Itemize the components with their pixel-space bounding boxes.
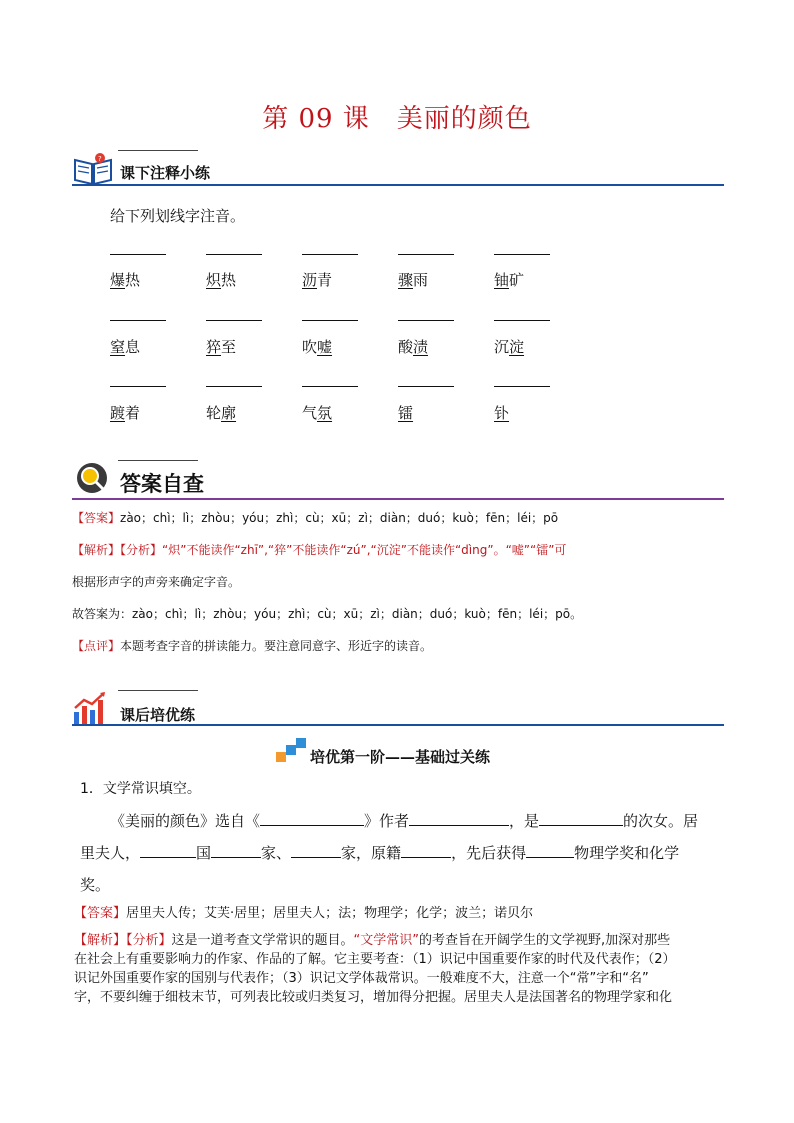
question-line-3: 奖。: [80, 876, 111, 894]
word-item: 踱着: [110, 404, 141, 422]
pinyin-blank[interactable]: [110, 254, 166, 255]
word-item: 沉淀: [494, 338, 525, 356]
pinyin-blank[interactable]: [398, 320, 454, 321]
pinyin-blank[interactable]: [494, 320, 550, 321]
blank-author[interactable]: [409, 811, 509, 826]
section-header-notes: [72, 150, 724, 190]
analysis-para-line-2: 在社会上有重要影响力的作家、作品的了解。它主要考查：（1）识记中国重要作家的时代及代表作；（2）: [74, 952, 676, 967]
word-item: 酸渍: [398, 338, 429, 356]
word-item: 铀矿: [494, 271, 525, 289]
underlined-char: 淀: [509, 338, 525, 356]
underlined-char: 炽: [206, 271, 222, 289]
underlined-char: 嘘: [317, 338, 333, 356]
instruction-text: 给下列划线字注音。: [110, 207, 246, 225]
blank-parent[interactable]: [539, 811, 623, 826]
word-item: 吹嘘: [302, 338, 333, 356]
word-item: 爆热: [110, 271, 141, 289]
question-line-2: 里夫人， 国 家、 家，原籍 ，先后获得 物理学奖和化学: [80, 844, 680, 862]
analysis-para-line-4: 字，不要纠缠于细枝末节，可列表比较或归类复习，增加得分把握。居里夫人是法国著名的物理学家和化: [74, 990, 673, 1005]
answer-line: 【答案】zào；chì；lì；zhòu；yóu；zhì；cù；xū；zì；diàn；duó；kuò；fēn；léi；pō: [72, 511, 559, 525]
word-item: [398, 402, 413, 423]
underlined-char: 氛: [317, 404, 333, 422]
pinyin-blank[interactable]: [398, 386, 454, 387]
section-label: 课下注释小练: [120, 164, 211, 182]
underlined-char: 骤: [398, 271, 414, 289]
underlined-char: 踱: [110, 404, 126, 422]
pinyin-blank[interactable]: [302, 320, 358, 321]
blank-field-1[interactable]: [211, 843, 261, 858]
underlined-char: 猝: [206, 338, 222, 356]
pinyin-blank[interactable]: [110, 386, 166, 387]
pinyin-blank[interactable]: [494, 254, 550, 255]
word-item: 窒息: [110, 338, 141, 356]
underlined-char: 镭: [398, 404, 414, 422]
analysis-paragraph: [74, 931, 734, 1007]
analysis-para-line-1: 【解析】【分析】这是一道考查文学常识的题目。“文学常识”的考查旨在开阔学生的文学视野,加深对那些: [74, 933, 671, 948]
bar-chart-icon: [72, 690, 108, 726]
analysis-line-2: 根据形声字的声旁来确定字音。: [72, 575, 241, 589]
word-item: 骤雨: [398, 271, 429, 289]
pinyin-blank[interactable]: [206, 320, 262, 321]
underlined-char: 爆: [110, 271, 126, 289]
word-item: 轮廓: [206, 404, 237, 422]
underlined-char: 沥: [302, 271, 318, 289]
stairs-icon: [276, 738, 306, 762]
section-header-practice: [72, 690, 724, 730]
pinyin-blank[interactable]: [398, 254, 454, 255]
book-icon: [72, 152, 114, 186]
underlined-char: 窒: [110, 338, 126, 356]
section-label: 课后培优练: [120, 706, 196, 724]
underlined-char: 钋: [494, 404, 510, 422]
pinyin-blank[interactable]: [206, 386, 262, 387]
word-item: 沥青: [302, 271, 333, 289]
section-label: 答案自查: [120, 472, 204, 496]
blank-field-2[interactable]: [291, 843, 341, 858]
word-item: 炽热: [206, 271, 237, 289]
section-header-answers: [72, 460, 724, 500]
word-item: 猝至: [206, 338, 237, 356]
answer-repeat: 故答案为：zào；chì；lì；zhòu；yóu；zhì；cù；xū；zì；diàn；duó；kuò；fēn；léi；pō。: [72, 607, 583, 621]
analysis-para-line-3: 识记外国重要作家的国别与代表作；（3）识记文学体裁常识。一般难度不大，注意一个“常”字和“名”: [74, 971, 649, 986]
word-item: 气氛: [302, 404, 333, 422]
answer-line-2: 【答案】居里夫人传；艾芙·居里；居里夫人；法；物理学；化学；波兰；诺贝尔: [74, 906, 534, 921]
question-line-1: 《美丽的颜色》选自《 》作者 ，是 的次女。居: [110, 812, 699, 830]
underlined-char: 廓: [221, 404, 237, 422]
word-item: [494, 402, 509, 423]
pinyin-blank[interactable]: [110, 320, 166, 321]
analysis-line: 【解析】【分析】“炽”不能读作“zhī”,“猝”不能读作“zú”,“沉淀”不能读作“dìng”。“嘘”“镭”可: [72, 543, 567, 557]
pinyin-blank[interactable]: [494, 386, 550, 387]
blank-source-book[interactable]: [260, 811, 364, 826]
sub-title: 培优第一阶——基础过关练: [310, 748, 491, 766]
page-title: 第 09 课 美丽的颜色: [262, 104, 532, 134]
blank-prize[interactable]: [526, 843, 574, 858]
pinyin-blank[interactable]: [302, 386, 358, 387]
underlined-char: 铀: [494, 271, 510, 289]
svg-text:?: ?: [98, 155, 102, 163]
underlined-char: 渍: [413, 338, 429, 356]
question-title: 1．文学常识填空。: [80, 781, 201, 797]
magnifier-icon: [74, 460, 110, 496]
pinyin-blank[interactable]: [302, 254, 358, 255]
pinyin-blank[interactable]: [206, 254, 262, 255]
blank-origin[interactable]: [401, 843, 451, 858]
comment-line: 【点评】本题考查字音的拼读能力。要注意同意字、形近字的读音。: [72, 639, 433, 653]
blank-country[interactable]: [140, 843, 196, 858]
